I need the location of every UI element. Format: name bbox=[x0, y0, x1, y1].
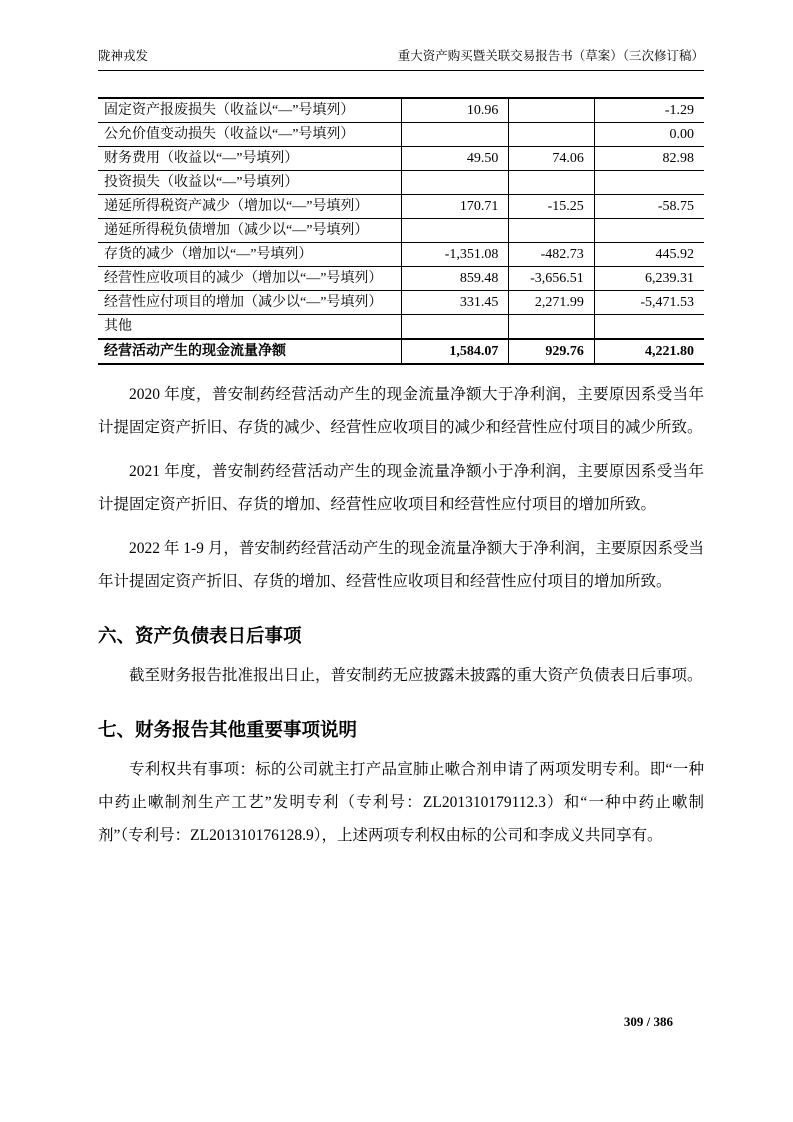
row-value bbox=[594, 171, 704, 195]
row-value: 2,271.99 bbox=[509, 291, 594, 315]
row-label: 财务费用（收益以“—”号填列） bbox=[98, 147, 401, 171]
section-seven-heading: 七、财务报告其他重要事项说明 bbox=[98, 719, 358, 740]
page-number: 309 / 386 bbox=[623, 1014, 673, 1029]
row-value: 49.50 bbox=[401, 147, 509, 171]
row-value bbox=[401, 315, 509, 340]
table-row bbox=[98, 291, 704, 315]
row-value: -3,656.51 bbox=[509, 267, 594, 291]
row-label: 递延所得税负债增加（减少以“—”号填列） bbox=[98, 219, 401, 243]
row-value bbox=[509, 219, 594, 243]
row-value bbox=[401, 171, 509, 195]
table-row-total bbox=[98, 339, 704, 364]
row-value: -5,471.53 bbox=[594, 291, 704, 315]
row-value bbox=[401, 219, 509, 243]
row-value bbox=[594, 315, 704, 340]
page-content bbox=[98, 46, 704, 852]
running-header bbox=[98, 46, 704, 71]
row-value: 74.06 bbox=[509, 147, 594, 171]
row-value: -58.75 bbox=[594, 195, 704, 219]
row-value: -482.73 bbox=[509, 243, 594, 267]
header-company-name: 陇神戎发 bbox=[98, 49, 149, 63]
row-value: 0.00 bbox=[594, 123, 704, 147]
table-row bbox=[98, 171, 704, 195]
row-label: 递延所得税资产减少（增加以“—”号填列） bbox=[98, 195, 401, 219]
row-value bbox=[594, 219, 704, 243]
row-value: 331.45 bbox=[401, 291, 509, 315]
paragraph-2022: 2022 年 1-9 月，普安制药经营活动产生的现金流量净额大于净利润，主要原因系受当年计提固定资产折旧、存货的增加、经营性应收项目和经营性应付项目的增加所致。 bbox=[98, 540, 704, 590]
row-value bbox=[509, 171, 594, 195]
paragraph-2020: 2020 年度，普安制药经营活动产生的现金流量净额大于净利润，主要原因系受当年计提固定资产折旧、存货的减少、经营性应收项目的减少和经营性应付项目的减少所致。 bbox=[98, 386, 704, 436]
row-value bbox=[509, 123, 594, 147]
row-label: 投资损失（收益以“—”号填列） bbox=[98, 171, 401, 195]
paragraph-2021: 2021 年度，普安制药经营活动产生的现金流量净额小于净利润，主要原因系受当年计提固定资产折旧、存货的增加、经营性应收项目和经营性应付项目的增加所致。 bbox=[98, 463, 704, 513]
table-row bbox=[98, 219, 704, 243]
table-row bbox=[98, 267, 704, 291]
row-value: 10.96 bbox=[401, 98, 509, 123]
row-value: 6,239.31 bbox=[594, 267, 704, 291]
row-label: 经营性应付项目的增加（减少以“—”号填列） bbox=[98, 291, 401, 315]
row-value: 4,221.80 bbox=[594, 339, 704, 364]
table-row bbox=[98, 98, 704, 123]
table-row bbox=[98, 147, 704, 171]
section-seven-body: 专利权共有事项：标的公司就主打产品宣肺止嗽合剂申请了两项发明专利。即“一种中药止嗽制剂生产工艺”发明专利（专利号：ZL201310179112.3）和“一种中药止嗽制剂”（专利号：ZL201310176128.9），上述两项专利权由标的公司和李成义共同享有。 bbox=[98, 761, 704, 844]
row-value: 859.48 bbox=[401, 267, 509, 291]
row-value: 929.76 bbox=[509, 339, 594, 364]
row-value: 82.98 bbox=[594, 147, 704, 171]
row-value: -15.25 bbox=[509, 195, 594, 219]
row-label: 经营性应收项目的减少（增加以“—”号填列） bbox=[98, 267, 401, 291]
row-value: 445.92 bbox=[594, 243, 704, 267]
section-six-heading: 六、资产负债表日后事项 bbox=[98, 625, 302, 646]
table-row bbox=[98, 123, 704, 147]
row-label: 其他 bbox=[98, 315, 401, 340]
cash-flow-adjustments-table bbox=[98, 97, 704, 365]
row-value: 170.71 bbox=[401, 195, 509, 219]
row-value bbox=[509, 98, 594, 123]
row-value: -1.29 bbox=[594, 98, 704, 123]
header-report-title: 重大资产购买暨关联交易报告书（草案）（三次修订稿） bbox=[397, 49, 704, 63]
row-value: 1,584.07 bbox=[401, 339, 509, 364]
row-label: 固定资产报废损失（收益以“—”号填列） bbox=[98, 98, 401, 123]
table-row bbox=[98, 243, 704, 267]
section-six-body: 截至财务报告批准报出日止，普安制药无应披露未披露的重大资产负债表日后事项。 bbox=[129, 667, 703, 684]
row-label: 经营活动产生的现金流量净额 bbox=[98, 339, 401, 364]
row-value: -1,351.08 bbox=[401, 243, 509, 267]
row-value bbox=[509, 315, 594, 340]
table-row bbox=[98, 315, 704, 340]
row-value bbox=[401, 123, 509, 147]
row-label: 存货的减少（增加以“—”号填列） bbox=[98, 243, 401, 267]
row-label: 公允价值变动损失（收益以“—”号填列） bbox=[98, 123, 401, 147]
table-row bbox=[98, 195, 704, 219]
